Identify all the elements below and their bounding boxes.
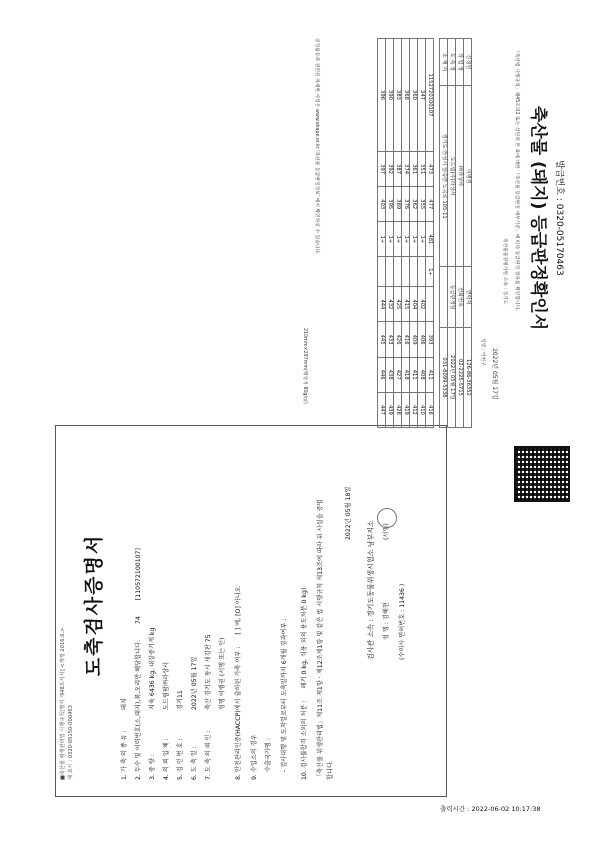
row-requesting-company: 4. 의 뢰 업 체 :도드림팜㈜라상사 [163,661,170,780]
certificate-serial: 제 요시 : 0320-05150-000463 [68,705,74,780]
row-weight: 3. 중 량 :지육 6436 kg, 내장중기계 kg [149,627,156,780]
row-disposal: 10. 검사불합격 소의의 처분 : 폐기 0 kg, 식용 외의 용도처분 0 kg) [301,587,308,780]
grade-certificate [30,28,570,438]
row-slaughter-date: 6. 도 축 일 :2022년 05월 17일 [191,656,198,780]
grade-issue-number: 발급번호 : 0320-05170463 [554,160,564,276]
table-row: 소 재 지 경기도 안성시 일죽면 노곡로 105-11 031-8099-5338 [440,39,448,428]
form-header-note: ■축산물 위생관리법 시행규칙[별지 제48호서식] <개정 2016.6.> [60,627,66,780]
table-row: 신청인 이병권 연락처 126-86-36352 [464,39,472,428]
stamp-seal-icon [377,508,397,528]
inspector-stamp: (서명) [383,523,390,540]
legal-statement: 「축산물 위생관리법」제11조 제1항 · 제12조제1항 및 같은 법 시행규칙 제13조에 따라 위 사실을 증명 [317,499,324,780]
row-requester-name: 성명 이병권 (서명 또는 인) [219,637,226,710]
table-row: 396 397 403 1+ 444 445 446 447 [378,39,386,428]
row-requester: 7. 도 축 의 뢰 인 :축산 경기도 동시 새김판 75 [205,634,212,780]
output-timestamp: 출력시간 : 2022-06-02 10:17:38 [440,805,541,813]
grade-date: 2022년 05월 17일 [491,348,498,400]
grade-issuer: 축산물품질평가원 소속 : 경기도 [502,238,507,305]
slaughter-certificate [55,420,445,790]
grade-form-size: 210mm×297mm(백상지 80g/㎡) [302,328,307,404]
row-head-count: 2. 두수 및 이력번호(소,돼지),묶,오리만 해당합니다. 74 [110572100107] [135,548,142,780]
table-row: 도 축 장 도드림(주)라상사 등급판정일 2022년 05월 17일 [448,39,456,428]
table-row: 1152720100107 473 477 481 1+ 393 411 416 [426,39,434,428]
applicant-table [439,38,472,428]
grade-person: 성명 : 이현구 [480,338,485,366]
table-row: 작 업 장 ㈜라상사 전화번호 02-2225-5715 [456,39,464,428]
grade-bottom-note: 공정률등과 관련된 자세한 사항은 www.ekape.or.kr '축산물 등급판정정보' 에서 확인하실 수 있습니다. [314,38,319,255]
grade-results-table [377,38,434,428]
inspector-org: 검사관 소속 : 경기도동물위생시험소 남부지소 [367,520,375,660]
table-row: 368 374 376 1+ 415 416 418 419 [402,39,410,428]
row-livestock-type: 1. 가 축 의 종 류 :돼지 [121,698,128,780]
table-row: 383 387 389 1+ 425 426 427 428 [394,39,402,428]
row-export-country: 수출국가명 : [265,738,272,772]
table-row: 390 392 395 1+ 432 433 438 439 [386,39,394,428]
row-inspection-number: 5. 검 인 번 호 :경기11 [177,690,184,780]
grade-title: 축산물 (돼지) 등급판정확인서 [528,105,548,331]
qr-code-icon [514,446,570,502]
grade-legal-note: 「축산법 시행규칙」제45조의2 또는 상단의 본 표에 대한 「축산물 등급판정 세부기준」에 따라 등급판정 결과를 확인합니다. [514,48,519,311]
vet-license: (수의사 면허번호 : 11436 ) [399,583,406,660]
row-haccp: 8. 안전관리인증(HACCP)에서 출하된 가축 여부 : [ ] 예, [O] 아니오 [235,586,242,780]
row-six-month: - 검사대행 및 도착일로부터 도축일까지 6개월 경과여부 : [281,618,288,772]
row-import: 9. 수입소의 경우 [251,734,258,780]
issue-date: 2022년 05월 18일 [345,486,352,540]
table-row: 347 351 355 1+ 402 406 408 410 [418,39,426,428]
legal-statement-end: 합니다. [327,760,334,780]
inspector-name: 성 명 : 김해현 [383,602,390,640]
certificate-title: 도축검사증명서 [83,533,105,677]
table-row: 360 361 362 1+ 404 409 411 412 [410,39,418,428]
